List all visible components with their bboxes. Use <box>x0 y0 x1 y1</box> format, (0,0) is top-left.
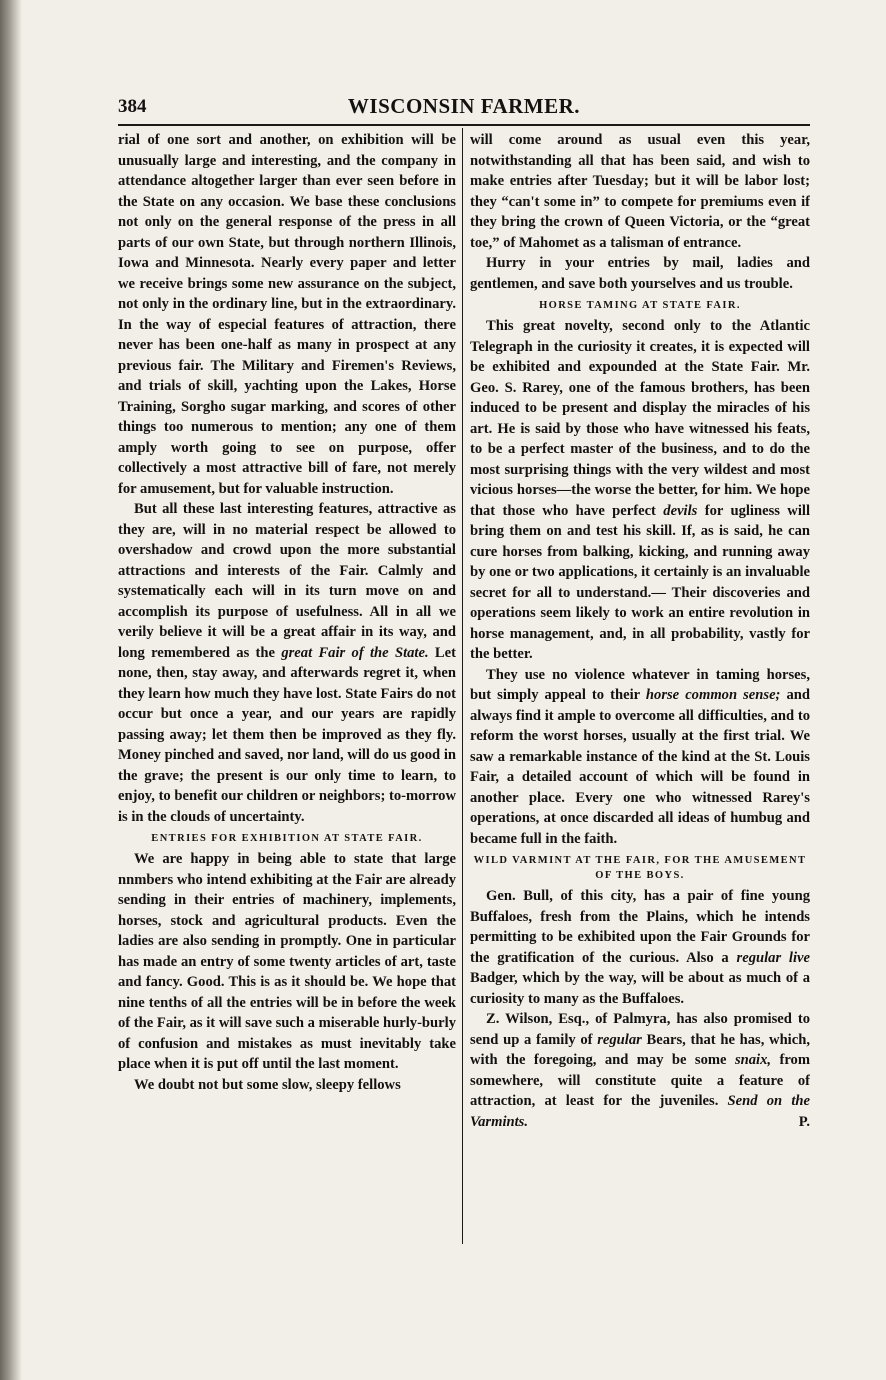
paragraph-text: and always find it ample to overcome all difficulties, and to reform the worst horses, usually at the first trial. We saw a remarkable instance of the kind at the St. Louis Fair, a detailed account of which will be found in another place. Every one who witnessed Rarey's operations, at once discarded all ideas of humbug and became full in the faith. <box>470 687 810 847</box>
book-binding-shadow <box>0 0 22 1380</box>
paragraph-text: They use no violence whatever in taming horses, but simply appeal to their <box>470 666 810 703</box>
section-heading-horse-taming: HORSE TAMING AT STATE FAIR. <box>539 300 741 311</box>
emphasis: horse common sense; <box>645 687 781 703</box>
paragraph-text: will come around as usual even this year, notwithstanding all that has been said, and wish to make entries after Tuesday; but it will be labor lost; they “can't some in” to compete for premiums even if they bring the crown of Queen Victoria, or the “great toe,” of Mahomet as a talisman of entrance. <box>470 132 810 251</box>
left-column <box>118 130 456 1240</box>
paragraph-text: Bears, that he has, which, with the foregoing, and may be some <box>470 1031 810 1068</box>
header-rule <box>118 124 810 126</box>
paragraph-text: for ugliness will bring them on and test his skill. If, as is said, he can cure horses from balking, kicking, and running away by one or two applications, it certainly is an invaluable secret for all to understand.— Their discoveries and operations seem likely to work an entire revolution in horse management, and, in all probability, vastly for the better. <box>470 502 810 662</box>
emphasis: Send on the Varmints. <box>470 1093 810 1130</box>
paragraph-text: Let none, then, stay away, and afterwards regret it, when they learn how much they have lost. State Fairs do not occur but once a year, and our years are rapidly passing away; let them then be improved as they fly. Money pinched and saved, nor land, will do us good in the grave; the present is our only time to learn, to enjoy, to benefit our children or neighbors; to-morrow is in the clouds of uncertainty. <box>118 644 456 825</box>
paragraph-text: Badger, which by the way, will be about as much of a curiosity to many as the Buffaloes. <box>470 970 810 1007</box>
paragraph <box>470 886 810 1009</box>
paragraph-text: from somewhere, will constitute quite a feature of attraction, at least for the juveniles. <box>470 1052 810 1109</box>
emphasis: snaix, <box>734 1052 772 1068</box>
paragraph-text: Z. Wilson, Esq., of Palmyra, has also promised to send up a family of <box>470 1011 810 1048</box>
paragraph <box>470 665 810 850</box>
paragraph-text: This great novelty, second only to the Atlantic Telegraph in the curiosity it creates, it is expected will be exhibited and expounded at the State Fair. Mr. Geo. S. Rarey, one of the famous brothers, has been induced to be present and display the miracles of his art. He is said by those who have witnessed his feats, to be a perfect master of the business, and to do the most surprising things with the very wildest and most vicious horses—the worse the better, for him. We hope that those who have perfect <box>470 318 810 519</box>
paragraph <box>470 253 810 294</box>
section-heading-entries: ENTRIES FOR EXHIBITION AT STATE FAIR. <box>151 833 423 844</box>
paragraph-text: But all these last interesting features, attractive as they are, will in no material respect be allowed to overshadow and crowd upon the more substantial attractions and interests of the Fair. Calmly and systematically each will in its turn move on and accomplish its purpose of usefulness. All in all we verily believe it will be a great affair in its way, and long remembered as the <box>118 501 456 661</box>
signature: P. <box>798 1113 810 1130</box>
paragraph <box>118 130 456 499</box>
paragraph-text: We are happy in being able to state that large nnmbers who intend exhibiting at the Fair are already sending in their entries of machinery, implements, horses, stock and agricultural products. Even the ladies are also sending in promptly. One in particular has made an entry of some twenty articles of art, taste and fancy. Good. This is as it should be. We hope that nine tenths of all the entries will be in before the week of the Fair, as it will save such a miserable hurly-burly of confusion and mistakes as must inevitably take place when it is put off until the last moment. <box>118 851 456 1072</box>
paragraph <box>118 499 456 827</box>
paragraph-text: Gen. Bull, of this city, has a pair of fine young Buffaloes, fresh from the Plains, which he intends permitting to be exhibited upon the Fair Grounds for the gratification of the curious. Also a <box>470 888 810 966</box>
paragraph-text: Hurry in your entries by mail, ladies and gentlemen, and save both yourselves and us trouble. <box>470 255 810 292</box>
paragraph-text: We doubt not but some slow, sleepy fellows <box>134 1076 401 1093</box>
page-number: 384 <box>118 96 147 117</box>
emphasis: regular live <box>736 949 810 966</box>
paragraph <box>470 130 810 253</box>
right-column <box>470 130 810 1240</box>
paragraph <box>118 1075 456 1096</box>
paragraph-text: rial of one sort and another, on exhibition will be unusually large and interesting, and the company in attendance altogether larger than ever seen before in the State on any occasion. We base these conclusions not only on the general response of the press in all parts of our own State, but through northern Illinois, Iowa and Minnesota. Nearly every paper and letter we receive brings some new assurance on the subject, not only in the ordinary line, but in the extraordinary. In the way of especial features of attraction, there never has been one-half as many in prospect at any previous fair. The Military and Firemen's Reviews, and trials of skill, yachting upon the Lakes, Horse Training, Sorgho sugar marking, and scores of other things too numerous to mention; any one of them amply worth going to see on purpose, offer collectively a most attractive bill of fare, not merely for amusement, but for valuable instruction. <box>118 132 456 497</box>
emphasis: great Fair of the State. <box>281 644 429 661</box>
column-divider <box>462 128 463 1244</box>
paragraph <box>470 1009 810 1132</box>
page-header <box>118 92 810 126</box>
paragraph <box>118 849 456 1075</box>
page <box>118 92 810 1242</box>
paragraph <box>470 316 810 665</box>
section-heading-wild-varmint: WILD VARMINT AT THE FAIR, FOR THE AMUSEMENT OF THE BOYS. <box>473 855 807 881</box>
emphasis: devils <box>663 502 698 519</box>
emphasis: regular <box>597 1031 642 1048</box>
running-title: WISCONSIN FARMER. <box>347 94 581 118</box>
